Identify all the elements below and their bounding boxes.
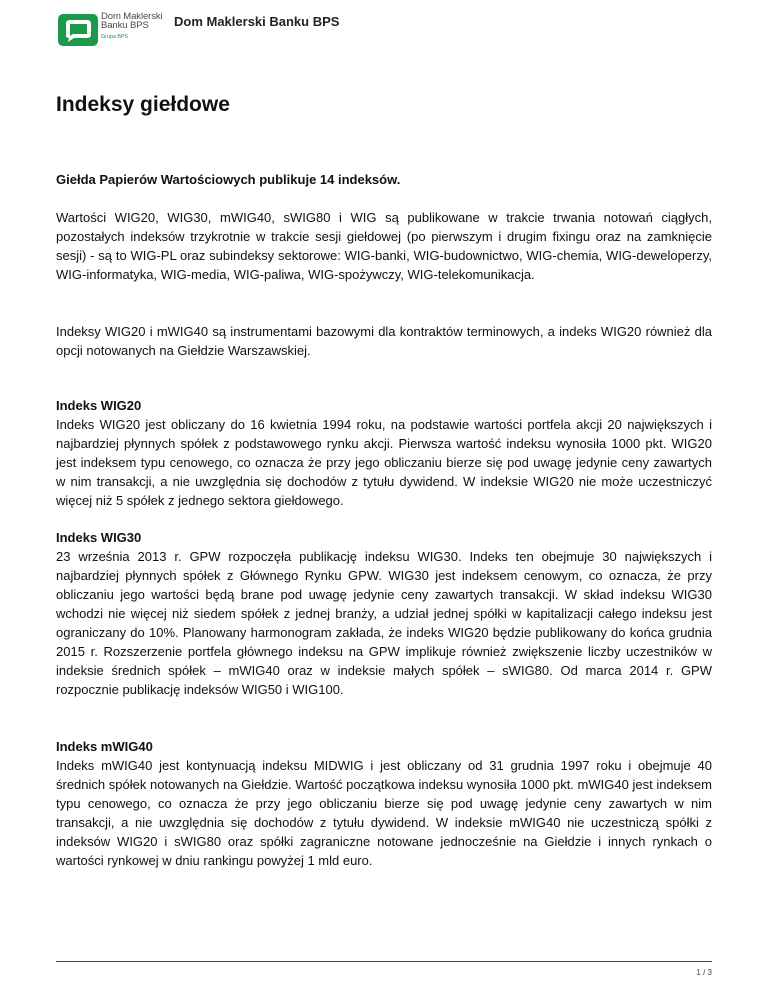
section-wig30 [56, 528, 712, 699]
logo-line-3: Grupa BPS [101, 34, 128, 40]
page-number: 1 / 3 [696, 968, 712, 977]
brand-logo [58, 12, 162, 48]
section-wig20 [56, 396, 712, 510]
logo-mark-icon [58, 14, 98, 46]
section-mwig40 [56, 737, 712, 870]
paragraph-derivatives: Indeksy WIG20 i mWIG40 są instrumentami bazowymi dla kontraktów terminowych, a indeks WIG20 również dla opcji notowanych na Giełdzie Warszawskiej. [56, 324, 712, 358]
section-body: Indeks WIG20 jest obliczany do 16 kwietnia 1994 roku, na podstawie wartości portfela akcji 20 największych i najbardziej płynnych spółek z podstawowego rynku akcji. Pierwsza wartość indeksu wynosiła 1000 pkt. WIG20 jest indeksem typu cenowego, co oznacza że przy jego obliczaniu bierze się pod uwagę jedynie ceny zawartych w nim transakcji, a nie uwzględnia się dochodów z tytułu dywidend. W indeksie WIG20 nie może uczestniczyć więcej niż 5 spółek z jednego sektora giełdowego. [56, 417, 712, 508]
page-title: Indeksy giełdowe [56, 93, 230, 116]
section-heading: Indeks WIG20 [56, 398, 142, 413]
section-heading: Indeks mWIG40 [56, 739, 153, 754]
logo-line-2: Banku BPS [101, 20, 149, 31]
page-header [0, 0, 768, 60]
section-body: Indeks mWIG40 jest kontynuacją indeksu MIDWIG i jest obliczany od 31 grudnia 1997 roku i obejmuje 40 średnich spółek notowanych na Giełdzie. Wartość początkowa indeksu wynosiła 1000 pkt. mWIG40 jest indeksem typu cenowego, co oznacza że przy jego obliczaniu bierze się pod uwagę jedynie ceny zawartych w nim transakcji, a nie uwzględnia się dochodów z tytułu dywidend. W indeksie mWIG40 nie uczestniczą spółki z indeksów WIG20 i sWIG80 oraz spółki zagraniczne notowane jednocześnie na Giełdzie i innych rynkach o wartości rynkowej w dniu rankingu powyżej 1 mld euro. [56, 758, 712, 868]
header-title: Dom Maklerski Banku BPS [174, 14, 340, 29]
logo-line-1: Dom Maklerski [101, 11, 163, 22]
intro-heading: Giełda Papierów Wartościowych publikuje 14 indeksów. [56, 172, 401, 187]
section-heading: Indeks WIG30 [56, 530, 142, 545]
footer-divider [56, 961, 712, 962]
logo-text [101, 12, 163, 40]
paragraph-publication: Wartości WIG20, WIG30, mWIG40, sWIG80 i WIG są publikowane w trakcie trwania notowań ciągłych, pozostałych indeksów trzykrotnie w trakcie sesji giełdowej (po pierwszym i drugim fixingu oraz na zamknięcie sesji) - są to WIG-PL oraz subindeksy sektorowe: WIG-banki, WIG-budownictwo, WIG-chemia, WIG-deweloperzy, WIG-informatyka, WIG-media, WIG-paliwa, WIG-spożywczy, WIG-telekomunikacja. [56, 210, 712, 282]
document-body [56, 170, 712, 870]
section-body: 23 września 2013 r. GPW rozpoczęła publikację indeksu WIG30. Indeks ten obejmuje 30 największych i najbardziej płynnych spółek z Głównego Rynku GPW. WIG30 jest indeksem cenowym, co oznacza, że przy obliczaniu jego wartości będą brane pod uwagę jedynie ceny zawartych transakcji. W skład indeksu WIG30 wchodzi nie więcej niż siedem spółek z jednej branży, a udział jednej spółki w kapitalizacji całego indeksu jest ograniczany do 10%. Planowany harmonogram zakłada, że indeks WIG20 będzie publikowany do końca grudnia 2015 r. Rozszerzenie portfela głównego indeksu na GPW implikuje również zwiększenie liczby uczestników w indeksie średnich spółek – mWIG40 oraz w indeksie małych spółek – sWIG80. Od marca 2014 r. GPW rozpocznie publikację indeksów WIG50 i WIG100. [56, 549, 712, 697]
